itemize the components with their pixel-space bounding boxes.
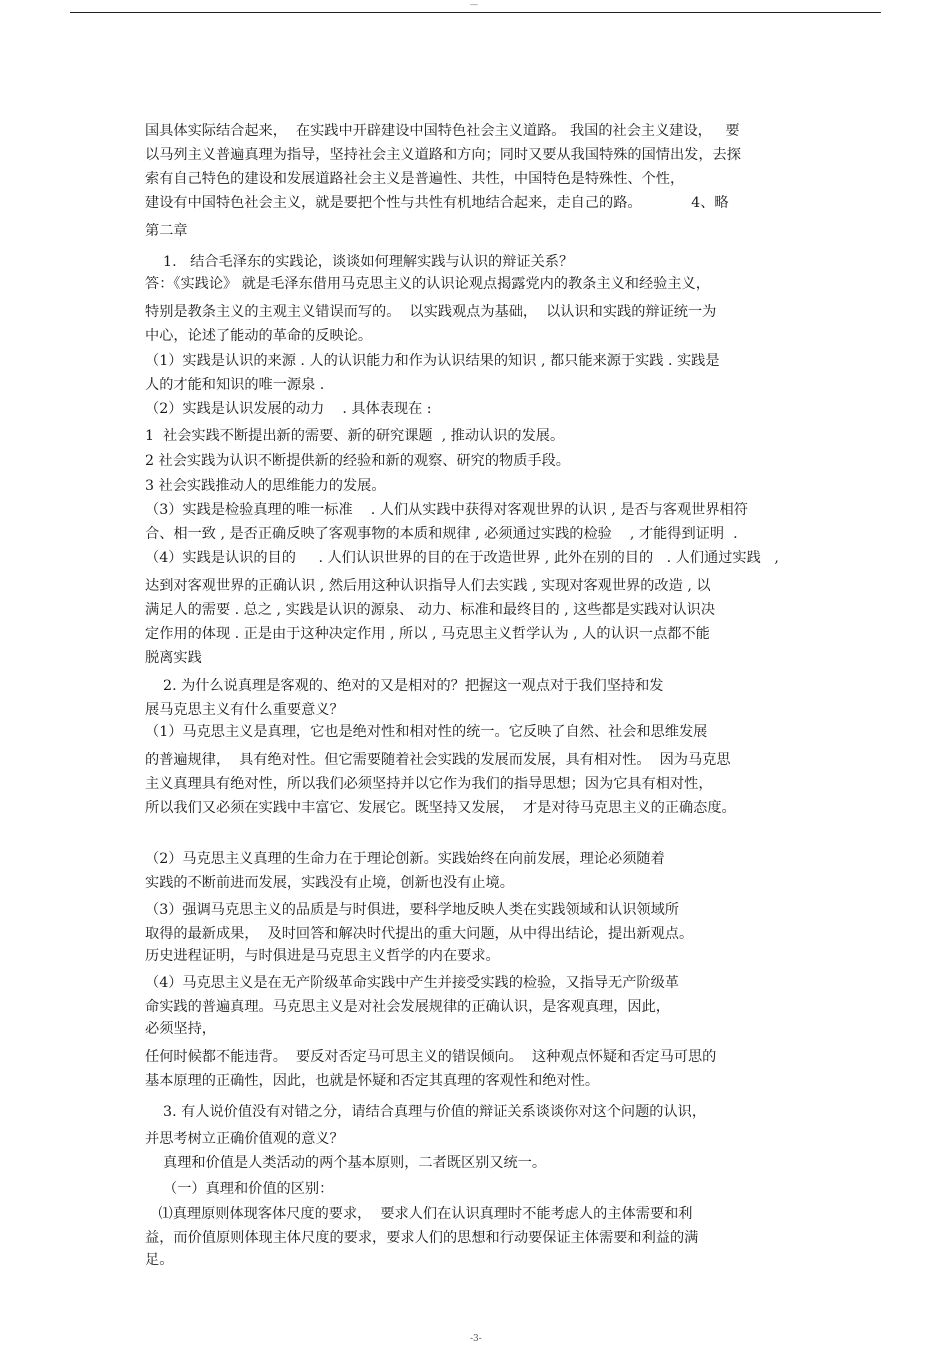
- answer-line: 所以我们又必须在实践中丰富它、发展它。既坚持又发展， 才是对待马克思主义的正确态度。: [145, 800, 736, 816]
- list-item: 3 社会实践推动人的思维能力的发展。: [145, 478, 386, 494]
- para-line: 满足人的需要 . 总之 , 实践是认识的源泉、 动力、标准和最终目的 , 这些都是实践对认识决: [145, 602, 716, 618]
- list-item: 1 社会实践不断提出新的需要、新的研究课题 , 推动认识的发展。: [145, 428, 565, 444]
- answer-line: 任何时候都不能违背。 要反对否定马可思主义的错误倾向。 这种观点怀疑和否定马可思的: [145, 1049, 717, 1065]
- answer-line: （3）强调马克思主义的品质是与时俱进，要科学地反映人类在实践领域和认识领域所: [145, 902, 679, 918]
- page-number: -3-: [470, 1334, 482, 1344]
- point-3: （3）实践是检验真理的唯一标准 . 人们从实践中获得对客观世界的认识 , 是否与客观世界相符: [145, 502, 748, 518]
- answer-line: 足。: [145, 1252, 174, 1268]
- para-line: 以马列主义普遍真理为指导，坚持社会主义道路和方向；同时又要从我国特殊的国情出发，去探: [145, 147, 741, 163]
- answer-line: 命实践的普遍真理。马克思主义是对社会发展规律的正确认识，是客观真理，因此，: [145, 999, 670, 1015]
- answer-line: （2）马克思主义真理的生命力在于理论创新。实践始终在向前发展，理论必须随着: [145, 851, 665, 867]
- answer-line: 历史进程证明，与时俱进是马克思主义哲学的内在要求。: [145, 948, 500, 964]
- answer-line: （4）马克思主义是在无产阶级革命实践中产生并接受实践的检验，又指导无产阶级革: [145, 975, 679, 991]
- answer-line: 取得的最新成果， 及时回答和解决时代提出的重大问题，从中得出结论，提出新观点。: [145, 926, 694, 942]
- point-2: （2）实践是认识发展的动力 . 具体表现在 :: [145, 401, 432, 417]
- para-line: 建设有中国特色社会主义，就是要把个性与共性有机地结合起来，走自己的路。 4、略: [145, 195, 729, 211]
- point-4: （4）实践是认识的目的 . 人们认识世界的目的在于改造世界 , 此外在别的目的 . 人们通过实践 ,: [145, 550, 779, 566]
- header-rule: [70, 12, 881, 13]
- question-2: 展马克思主义有什么重要意义？: [145, 702, 344, 718]
- section-heading: （一）真理和价值的区别：: [145, 1181, 334, 1197]
- answer-line: 主义真理具有绝对性，所以我们必须坚持并以它作为我们的指导思想；因为它具有相对性，: [145, 776, 713, 792]
- list-item: 2 社会实践为认识不断提供新的经验和新的观察、研究的物质手段。: [145, 453, 570, 469]
- answer-line: 中心，论述了能动的革命的反映论。: [145, 328, 373, 344]
- question-1: 1. 结合毛泽东的实践论，谈谈如何理解实践与认识的辩证关系？: [145, 254, 574, 270]
- para-line: 国具体实际结合起来， 在实践中开辟建设中国特色社会主义道路。 我国的社会主义建设， 要: [145, 123, 740, 139]
- question-3: 3. 有人说价值没有对错之分，请结合真理与价值的辩证关系谈谈你对这个问题的认识，: [145, 1104, 707, 1120]
- header-mark: —: [470, 0, 478, 9]
- answer-line: 的普遍规律， 具有绝对性。但它需要随着社会实践的发展而发展，具有相对性。 因为马克思: [145, 752, 731, 768]
- answer-line: 实践的不断前进而发展，实践没有止境，创新也没有止境。: [145, 875, 514, 891]
- answer-line: 益，而价值原则体现主体尺度的要求，要求人们的思想和行动要保证主体需要和利益的满: [145, 1230, 699, 1246]
- para-line: 脱离实践: [145, 650, 202, 666]
- answer-line: 答：《实践论》 就是毛泽东借用马克思主义的认识论观点揭露党内的教条主义和经验主义，: [145, 276, 710, 292]
- point-1: （1）实践是认识的来源 . 人的认识能力和作为认识结果的知识 , 都只能来源于实践 . 实践是: [145, 353, 720, 369]
- answer-line: 特别是教条主义的主观主义错误而写的。 以实践观点为基础， 以认识和实践的辩证统一为: [145, 304, 717, 320]
- answer-line: 必须坚持，: [145, 1021, 216, 1037]
- para-line: 索有自己特色的建设和发展道路社会主义是普遍性、共性，中国特色是特殊性、个性，: [145, 171, 685, 187]
- chapter-heading: 第二章: [145, 223, 188, 239]
- answer-line: 真理和价值是人类活动的两个基本原则，二者既区别又统一。: [145, 1155, 547, 1171]
- answer-line: （1）马克思主义是真理，它也是绝对性和相对性的统一。它反映了自然、社会和思维发展: [145, 724, 708, 740]
- question-3: 并思考树立正确价值观的意义？: [145, 1131, 344, 1147]
- answer-line: ⑴真理原则体现客体尺度的要求， 要求人们在认识真理时不能考虑人的主体需要和利: [145, 1206, 693, 1222]
- answer-line: 基本原理的正确性，因此，也就是怀疑和否定其真理的客观性和绝对性。: [145, 1073, 600, 1089]
- point-3: 合、相一致 , 是否正确反映了客观事物的本质和规律 , 必须通过实践的检验 , 才能得到证明 .: [145, 526, 738, 542]
- para-line: 达到对客观世界的正确认识 , 然后用这种认识指导人们去实践 , 实现对客观世界的改造 , 以: [145, 578, 711, 594]
- para-line: 定作用的体现 . 正是由于这种决定作用 , 所以 , 马克思主义哲学认为 , 人的认识一点都不能: [145, 626, 710, 642]
- question-2: 2. 为什么说真理是客观的、绝对的又是相对的？把握这一观点对于我们坚持和发: [145, 678, 664, 694]
- point-1: 人的才能和知识的唯一源泉 .: [145, 377, 325, 393]
